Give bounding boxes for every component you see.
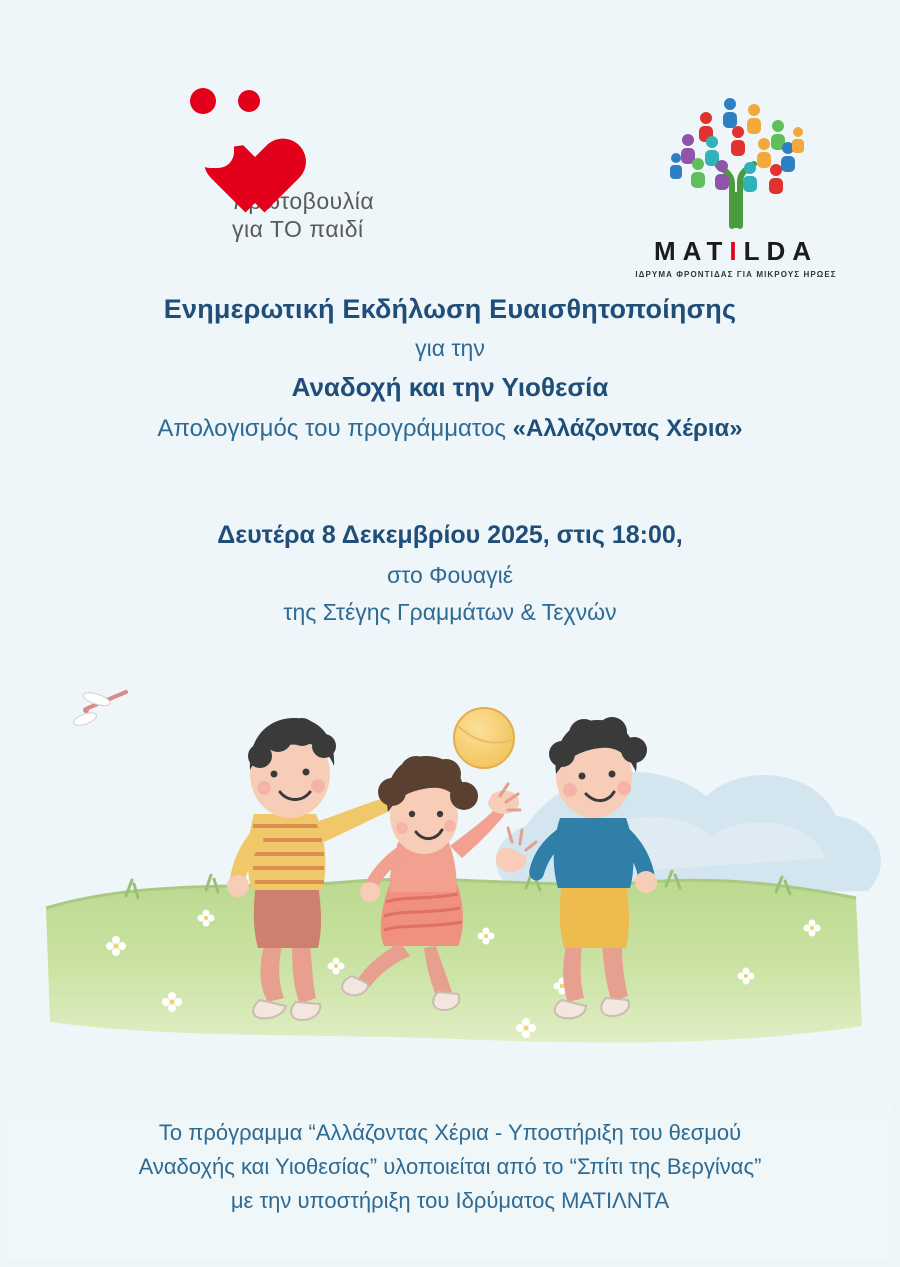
matilda-wordmark-accent-i: I [729,236,744,266]
dragonfly-icon [72,690,126,728]
event-datetime: Δευτέρα 8 Δεκεμβρίου 2025, στις 18:00, [217,521,683,549]
event-headline [6,294,894,443]
protovoulia-logo-line2: για ΤΟ παιδί [232,216,364,243]
footer-line-3: με την υποστήριξη του Ιδρύματος ΜΑΤΙΛΝΤΑ [230,1188,670,1214]
footer-note [6,1116,894,1218]
ball [454,708,514,768]
event-venue-part2: της Στέγης Γραμμάτων & Τεχνών [283,599,617,625]
event-title-connector: για την [415,335,485,361]
matilda-tagline: ΙΔΡΥΜΑ ΦΡΟΝΤΙΔΑΣ ΓΙΑ ΜΙΚΡΟΥΣ ΗΡΩΕΣ [635,270,837,279]
protovoulia-logo-line1: πρωτοβουλία [232,188,375,214]
event-details [6,521,894,626]
event-program-prefix: Απολογισμός του προγράμματος [157,415,513,442]
protovoulia-gia-to-paidi-logo [156,86,426,243]
matilda-foundation-logo [626,74,846,279]
heart-with-figures-icon [176,86,296,181]
matilda-wordmark-part2: LDA [743,236,819,266]
children-playing-illustration [6,646,894,1106]
event-title: Ενημερωτική Εκδήλωση Ευαισθητοποίησης [163,294,737,324]
matilda-wordmark-part1: MAT [653,236,730,266]
logo-row [6,66,894,279]
event-program-name: «Αλλάζοντας Χέρια» [512,415,743,442]
event-subject: Αναδοχή και την Υιοθεσία [291,372,609,402]
event-venue-part1: στο Φουαγιέ [386,562,514,588]
matilda-wordmark [626,236,846,267]
poster-canvas [6,6,894,1261]
event-program-line [6,415,894,443]
footer-line-2: Αναδοχής και Υιοθεσίας” υλοποιείται από το “Σπίτι της Βεργίνας” [138,1154,762,1180]
footer-line-1: Το πρόγραμμα “Αλλάζοντας Χέρια - Υποστήριξη του θεσμού [158,1120,742,1145]
people-tree-icon [646,74,826,234]
